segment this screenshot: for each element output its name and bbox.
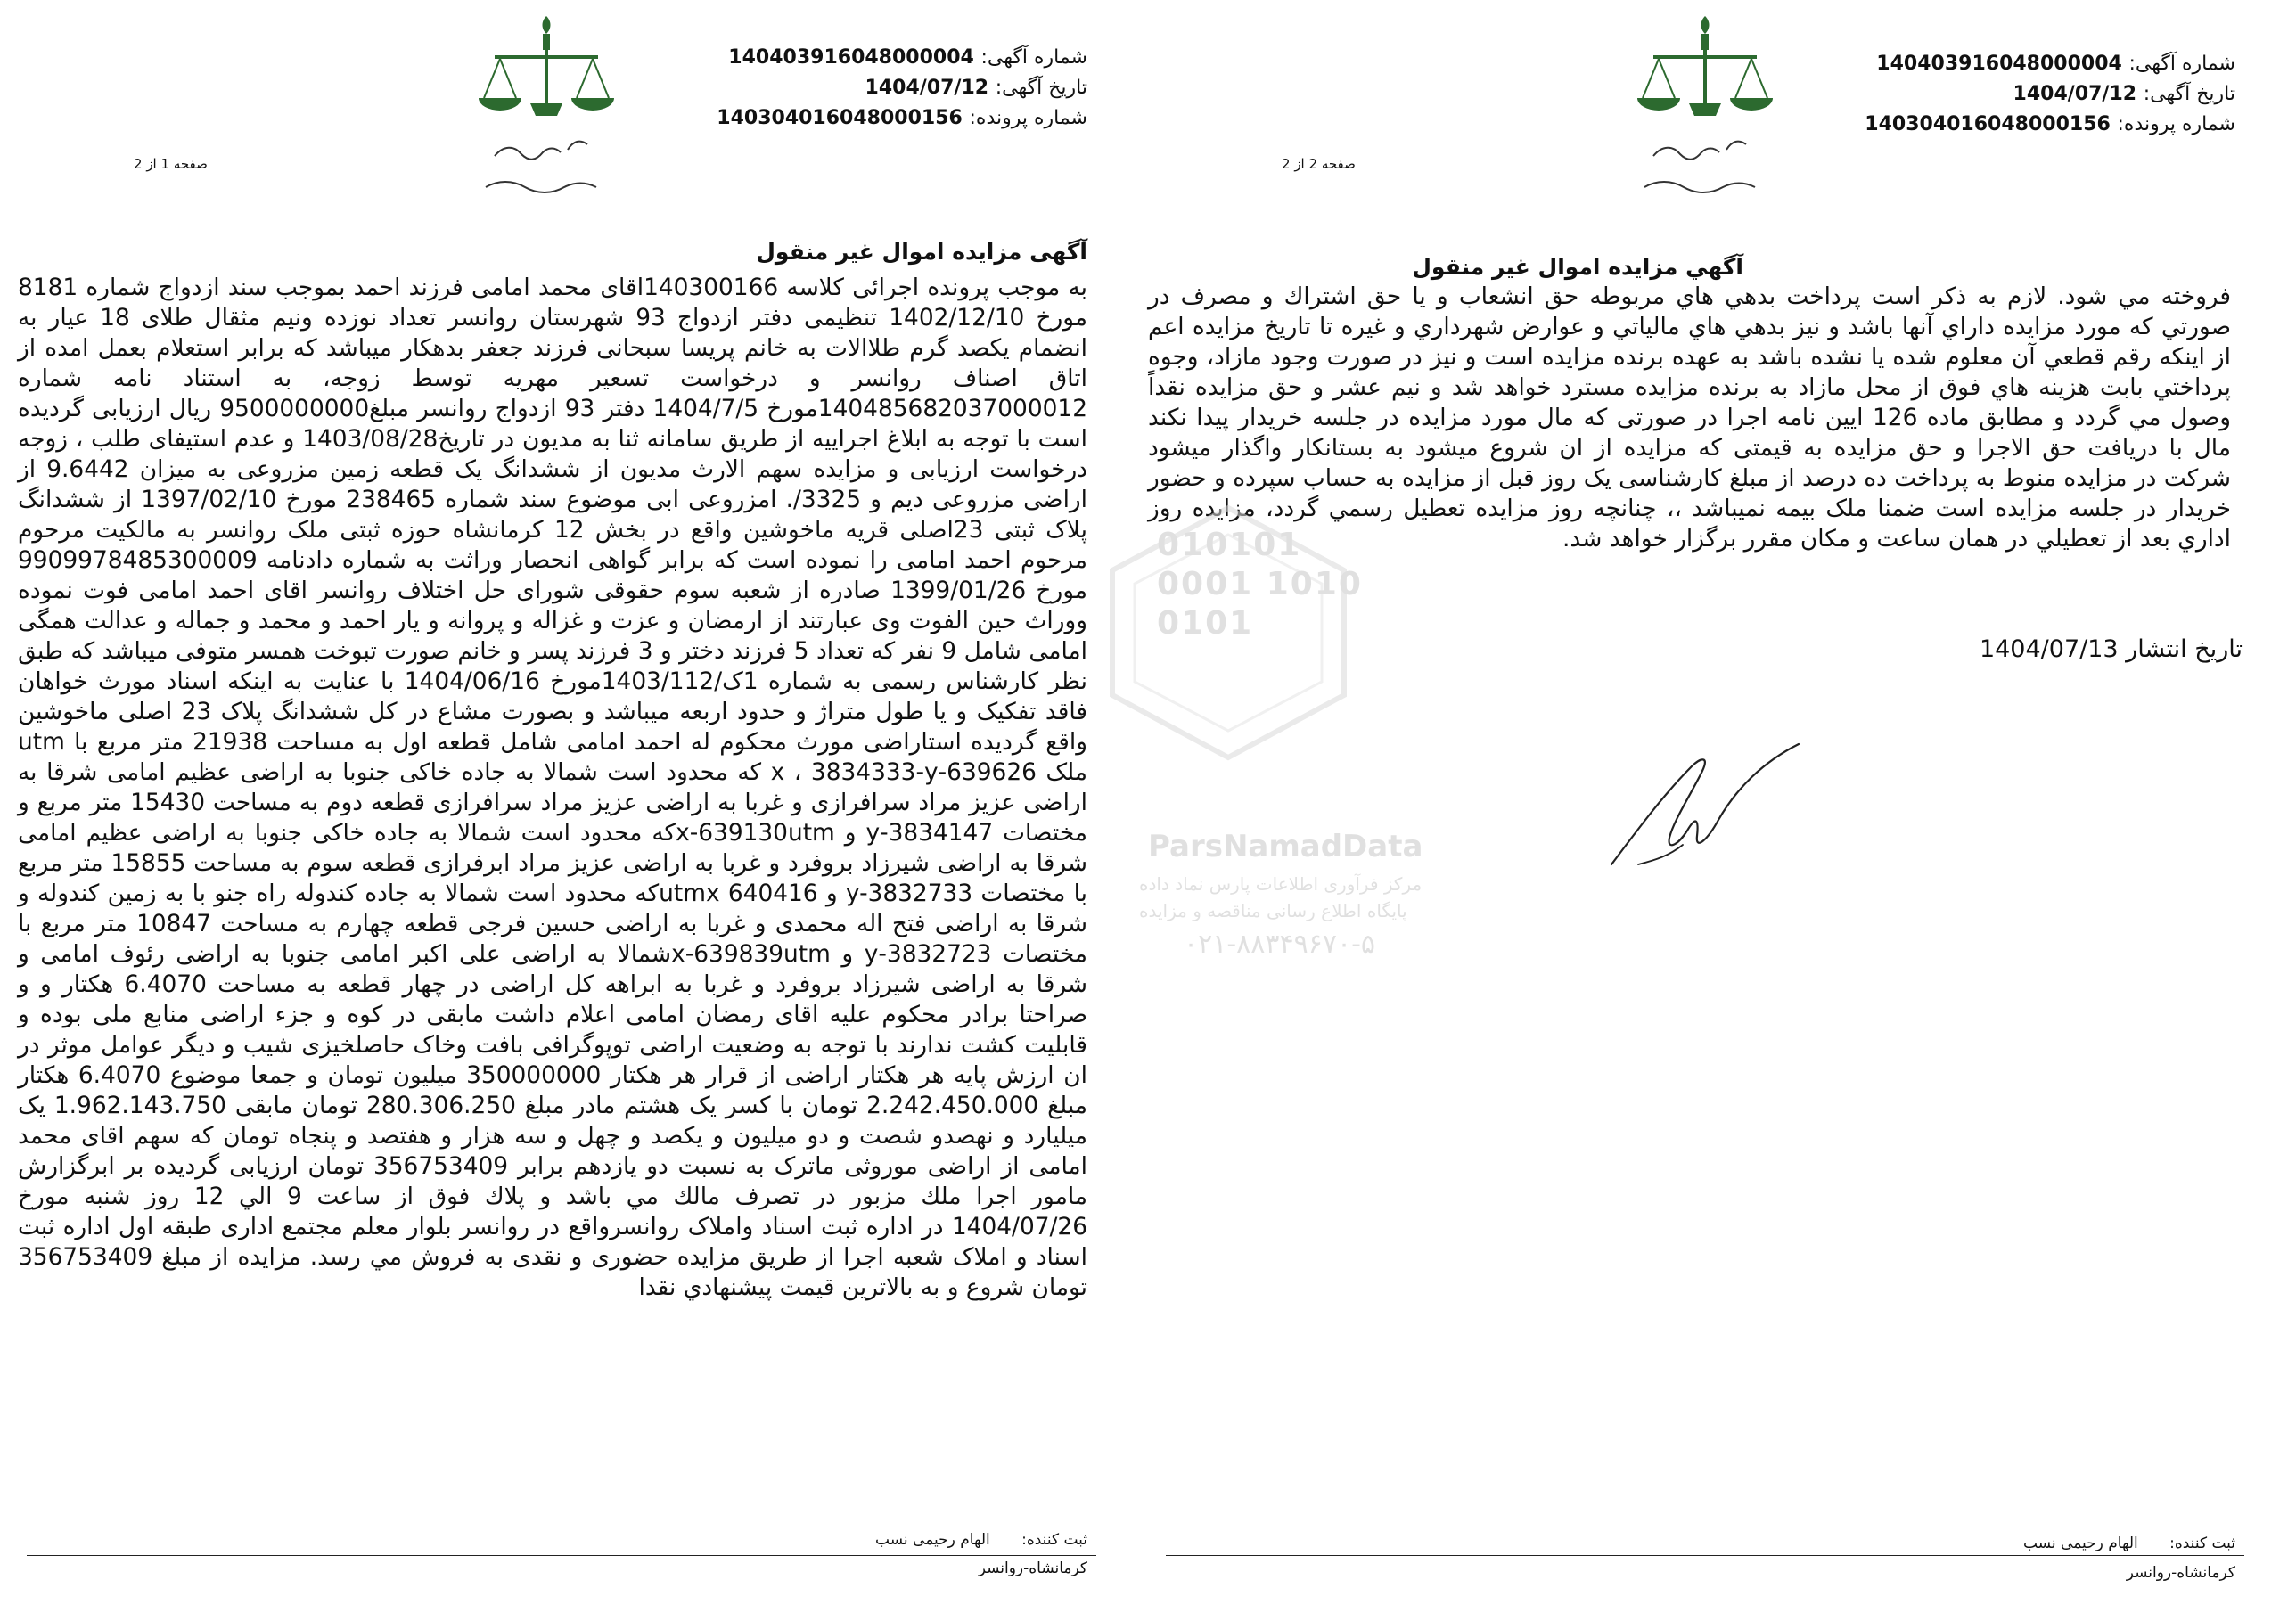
- footer-divider: [1166, 1555, 2244, 1556]
- scales-of-justice-icon: [1627, 9, 1778, 214]
- location: کرمانشاه-روانسر: [978, 1560, 1087, 1577]
- registrar: ثبت کننده: الهام رحیمی نسب: [875, 1531, 1087, 1549]
- watermark-line1: مرکز فرآوری اطلاعات پارس نماد داده: [1139, 873, 1423, 895]
- registrar: ثبت کننده: الهام رحیمی نسب: [2023, 1535, 2235, 1552]
- ad-number-row: شماره آگهی: 140403916048000004: [728, 46, 1087, 69]
- scales-of-justice-icon: [468, 9, 619, 214]
- notice-body: فروخته مي شود. لازم به ذكر است پرداخت بدهي هاي مربوطه حق انشعاب و يا حق اشتراك و مصرف در صورتي كه مورد مزايده داراي آنها باشد و نيز بدهي هاي مالياتي و عوارض شهرداري و غيره تا تاريخ مزايده اعم از اينكه رقم قطعي آن معلوم شده يا نشده باشد به عهده برنده مزايده است و نيز در صورت وجود مازاد، وجوه پرداختي بابت هزينه هاي فوق از محل مازاد به برنده مزايده مسترد خواهد شد و نيم عشر و حق مزايده نقداً وصول مي گردد و مطابق ماده 126 ایین نامه اجرا در صورتی که مال مورد مزایده در جلسه خریدار پیدا نکند مال با دریافت حق الاجرا و حق مزایده به قیمتی که مزایده از ان شروع میشود به بستانکار واگذار میشود شرکت در مزایده منوط به پرداخت ده درصد از مبلغ کارشناسی یک روز قبل از مزایده به حساب سپرده و حضور خریدار در جلسه مزایده است ضمنا ملک بیمه نمیباشد ،، چنانچه روز مزايده تعطيل رسمي گردد، مزايده روز اداري بعد از تعطيلي در همان ساعت و مكان مقرر برگزار خواهد شد.: [1148, 282, 2231, 553]
- notice-meta: [1865, 49, 2235, 140]
- publish-date-line: [1980, 635, 2243, 663]
- watermark-digits: 010101 0001 1010 0101: [1157, 527, 1363, 642]
- ad-number: 140403916048000004: [728, 46, 974, 69]
- watermark-brand: ParsNamadData: [1148, 829, 1423, 864]
- notice-body: به موجب پرونده اجرائی کلاسه 140300166اقای محمد امامی فرزند احمد بموجب سند ازدواج شماره 8181 مورخ 1402/12/10 تنظیمی دفتر ازدواج 93 شهرستان روانسر تعداد نوزده ونیم مثقال طلای 18 عیار به انضمام یکصد گرم طلاالات به خانم پریسا سبحانی فرزند جعفر بدهکار میباشد که برابر استعلام بعمل امده از اتاق اصناف روانسر و درخواست تسعیر مهریه توسط زوجه، به استناد نامه شماره 140485682037000012مورخ 1404/7/5 دفتر 93 ازدواج روانسر مبلغ9500000000 ریال ارزیابی گردیده است با توجه به ابلاغ اجراییه از طریق سامانه ثنا به مدیون در تاریخ1403/08/28 و عدم استیفای طلب ، زوجه درخواست ارزیابی و مزایده سهم الارث مدیون از ششدانگ یک قطعه زمین مزروعی به میزان 9.6442 از اراضی مزروعی دیم و 3325/. امزروعی ابی موضوع سند شماره 238465 مورخ 1397/02/10 از ششدانگ پلاک ثبتی 23اصلی قریه ماخوشین واقع در بخش 12 کرمانشاه حوزه ثبتی ملک روانسر به مالکیت مرحوم مرحوم احمد امامی را نموده است که برابر گواهی انحصار وراثت به شماره دادنامه 9909978485300009 مورخ 1399/01/26 صادره از شعبه سوم حقوقی شورای حل اختلاف روانسر اقای احمد امامی فوت نموده ووراث حین الفوت وی عبارتند از ارمضان و عزت و غزاله و پروانه و یار احمد و محمد و جماله و عدالت همگی امامی شامل 9 نفر که تعداد 5 فرزند دختر و 3 فرزند پسر و خانم صورت تبوخت همسر متوفی میباشد که طبق نظر کارشناس رسمی به شماره 1ک/1403/112مورخ 1404/06/16 با عنایت به اینکه اسناد مورث خواهان فاقد تفکیک و یا طول متراژ و حدود اربعه میباشد و بصورت مشاع در کل ششدانگ پلاک 23 اصلی ماخوشین واقع گردیده استاراضی مورث محکوم له احمد امامی شامل قطعه اول به مساحت 21938 متر مربع با utm ملک 639626-x ، 3834333-y که محدود است شمالا به جاده خاکی جنوبا به اراضی عظیم امامی شرقا به اراضی عزیز مراد سرافرازی و غربا به اراضی عزیز مراد سرافرازی قطعه دوم به مساحت 15430 متر مربع و مختصات 3834147-y و x-639130utmکه محدود است شمالا به جاده خاکی جنوبا به اراضی عظیم امامی شرقا به اراضی شیرزاد بروفرد و غربا به اراضی عزیز مراد ابرفرازی قطعه سوم به مساحت 15855 متر مربع با مختصات y-3832733 و 640416 utmxکه محدود است شمالا به جاده کندوله راه جنو با به زمین کندوله و شرقا به اراضی فتح اله محمدی و غربا به اراضی حسین فرجی قطعه چهارم به مساحت 10847 متر مربع با مختصات 3832723-y و x-639839utmشمالا به اراضی علی اکبر امامی جنوبا به اراضی رئوف امامی و شرقا به اراضی شیرزاد بروفرد و غربا به ابراهه کل اراضی در چهار قطعه به مساحت 6.4070 هکتار و و صراحتا برادر محکوم علیه اقای رمضان امامی اعلام داشت مابقی در کوه و جزء اراضی منابع ملی بوده و قابلیت کشت ندارند با توجه به وضعیت اراضی توپوگرافی بافت وخاک حاصلخیزی شیب و دیگر عوامل موثر در ان ارزش پایه هر هکتار اراضی از قرار هر هکتار 350000000 میلیون تومان و جمعا موضوع 6.4070 هکتار مبلغ 2.242.450.000 تومان با کسر یک هشتم مادر مبلغ 280.306.250 تومان مابقی 1.962.143.750 یک میلیارد و نهصدو شصت و دو میلیون و یکصد و چهل و سه هزار و هفتصد و پنجاه تومان که سهم اقای محمد امامی از اراضی موروثی ماترک به نسبت دو یازدهم برابر 356753409 تومان ارزیابی گردیده بر ابرگزارش مامور اجرا ملك مزبور در تصرف مالك مي باشد و پلاك فوق از ساعت 9 الي 12 روز شنبه مورخ 1404/07/26 در اداره ثبت اسناد واملاک روانسرواقع در روانسر بلوار معلم مجتمع اداری طبقه اول اداره ثبت اسناد و املاک شعبه اجرا از طریق مزایده حضوری و نقدی به فروش مي رسد. مزایده از مبلغ 356753409 تومان شروع و به بالاترين قيمت پيشنهادي نقدا: [18, 274, 1088, 1301]
- signature-mark-icon: [1585, 731, 1816, 882]
- notice-title: آگهی مزایده اموال غیر منقول: [756, 239, 1087, 265]
- page-number: صفحه 2 از 2: [1282, 156, 1356, 172]
- case-number-row: شماره پرونده: 140304016048000156: [717, 107, 1087, 129]
- page-number: صفحه 1 از 2: [134, 156, 208, 172]
- notice-page-2: [1139, 0, 2296, 1621]
- case-number: 140304016048000156: [1865, 113, 2111, 135]
- ad-date-row: تاریخ آگهی: 1404/07/12: [2013, 83, 2235, 105]
- footer-divider: [27, 1555, 1096, 1556]
- ad-date: 1404/07/12: [2013, 83, 2137, 105]
- watermark-line2: پایگاه اطلاع رسانی مناقصه و مزایده: [1139, 900, 1407, 921]
- notice-meta: [717, 43, 1087, 134]
- ad-date: 1404/07/12: [865, 77, 989, 99]
- notice-title: آگهي مزايده اموال غير منقول: [1412, 254, 1743, 280]
- ad-number-row: شماره آگهی: 140403916048000004: [1876, 53, 2235, 75]
- publish-date: 1404/07/13: [1979, 635, 2119, 663]
- location: کرمانشاه-روانسر: [2126, 1564, 2235, 1582]
- publish-date-label: تاریخ انتشار: [2126, 635, 2243, 663]
- watermark-phone: ۰۲۱-۸۸۳۴۹۶۷۰-۵: [1184, 929, 1376, 960]
- case-number-row: شماره پرونده: 140304016048000156: [1865, 113, 2235, 135]
- case-number: 140304016048000156: [717, 107, 963, 129]
- judiciary-logo: [468, 9, 619, 214]
- signature: [1585, 731, 1816, 886]
- ad-date-row: تاریخ آگهی: 1404/07/12: [865, 77, 1087, 99]
- ad-number: 140403916048000004: [1876, 53, 2122, 75]
- judiciary-logo: [1627, 9, 1778, 214]
- registrar-name: الهام رحیمی نسب: [2023, 1535, 2138, 1552]
- registrar-name: الهام رحیمی نسب: [875, 1531, 990, 1549]
